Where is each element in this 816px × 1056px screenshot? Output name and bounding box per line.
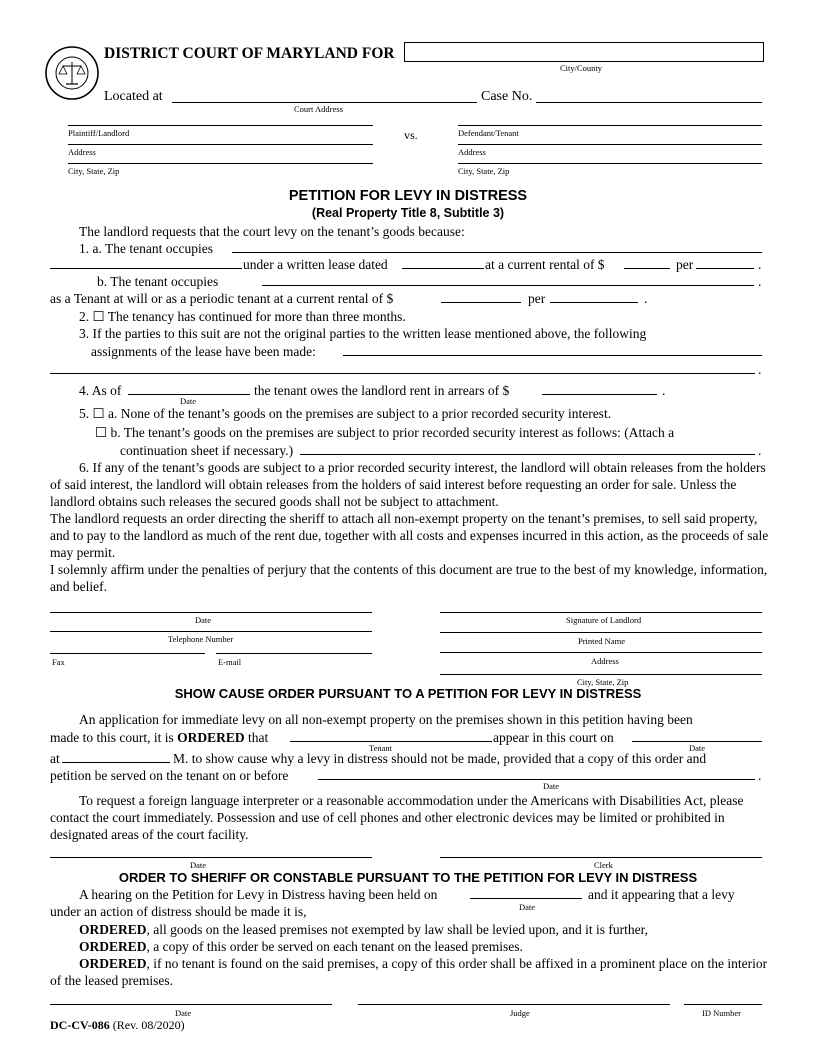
order-title: ORDER TO SHERIFF OR CONSTABLE PURSUANT TO THE PETITION FOR LEVY IN DISTRESS bbox=[118, 870, 698, 885]
ordered-clause-2 bbox=[79, 939, 523, 955]
judge-signature-field[interactable] bbox=[358, 1004, 670, 1005]
city-county-field[interactable] bbox=[404, 42, 764, 62]
ordered-clause-1 bbox=[79, 922, 648, 938]
telephone-field[interactable] bbox=[50, 631, 372, 632]
form-revision: (Rev. 08/2020) bbox=[109, 1018, 185, 1032]
item-1b-label: b. The tenant occupies bbox=[97, 274, 219, 289]
show-cause-line-2 bbox=[50, 730, 268, 746]
lease-date-field[interactable] bbox=[402, 268, 484, 269]
period-dot-2: . bbox=[758, 274, 762, 289]
per-label-2: per bbox=[528, 291, 546, 306]
order-date-label: Date bbox=[175, 1008, 192, 1018]
landlord-request-paragraph: The landlord requests an order directing the sheriff to attach all non-exempt property on the tenant’s premises, to sell said property, and to pay to the landlord as much of the rent due, together with all costs and expenses incurred in this action, as the proceeds of sale may permit. bbox=[50, 511, 769, 560]
show-cause-date-field[interactable] bbox=[50, 857, 372, 858]
item-1a-label: 1. a. The tenant occupies bbox=[79, 241, 213, 256]
item-1b-premises-field[interactable] bbox=[262, 285, 754, 286]
arrears-date-label: Date bbox=[180, 396, 197, 406]
landlord-signature-field[interactable] bbox=[440, 612, 762, 613]
appearance-time-field[interactable] bbox=[62, 762, 170, 763]
id-number-label: ID Number bbox=[702, 1008, 741, 1018]
plaintiff-label: Plaintiff/Landlord bbox=[68, 128, 130, 138]
show-cause-line-2c: that bbox=[244, 730, 269, 745]
ordered-bold-2: ORDERED bbox=[79, 939, 147, 954]
judge-id-field[interactable] bbox=[684, 1004, 762, 1005]
show-cause-line-2a: made to this court, it is bbox=[50, 730, 178, 745]
plaintiff-city-label: City, State, Zip bbox=[68, 166, 120, 176]
landlord-address-label: Address bbox=[591, 656, 619, 666]
security-interest-field[interactable] bbox=[300, 454, 755, 455]
period-dot-5: . bbox=[662, 383, 666, 398]
tenant-at-will-period-field[interactable] bbox=[550, 302, 638, 303]
item-1a-lease-label: under a written lease dated bbox=[243, 257, 388, 272]
show-cause-line-4: petition be served on the tenant on or before bbox=[50, 768, 289, 783]
ordered-text-3: , if no tenant is found on the said premises, a copy of this order shall be affixed in a prominent place on the interior of the leased premises. bbox=[50, 956, 768, 988]
per-label-1: per bbox=[676, 257, 694, 272]
fax-label: Fax bbox=[52, 657, 65, 667]
case-no-field[interactable] bbox=[536, 102, 762, 103]
item-5b-line-2: continuation sheet if necessary.) bbox=[120, 443, 294, 458]
period-dot-3: . bbox=[644, 291, 648, 306]
defendant-label: Defendant/Tenant bbox=[458, 128, 519, 138]
petition-intro: The landlord requests that the court levy on the tenant’s goods because: bbox=[79, 224, 465, 239]
clerk-signature-field[interactable] bbox=[440, 857, 762, 858]
period-dot-6: . bbox=[758, 443, 762, 458]
located-at-label: Located at bbox=[104, 89, 163, 104]
defendant-address-field[interactable] bbox=[458, 144, 762, 145]
ordered-bold: ORDERED bbox=[177, 730, 245, 745]
show-cause-date-label: Date bbox=[190, 860, 207, 870]
period-dot-4: . bbox=[758, 362, 762, 377]
case-no-label: Case No. bbox=[481, 89, 533, 104]
clerk-label: Clerk bbox=[594, 860, 613, 870]
defendant-field[interactable] bbox=[458, 125, 762, 126]
item-3-line-1: 3. If the parties to this suit are not the original parties to the written lease mentioned above, the following bbox=[79, 326, 647, 341]
rental-amount-field[interactable] bbox=[624, 268, 670, 269]
signature-label: Signature of Landlord bbox=[566, 615, 642, 625]
petition-date-field[interactable] bbox=[50, 612, 372, 613]
item-4-rest: the tenant owes the landlord rent in arrears of $ bbox=[254, 383, 510, 398]
printed-name-field[interactable] bbox=[440, 632, 762, 633]
arrears-amount-field[interactable] bbox=[542, 394, 657, 395]
item-1b-continuation: as a Tenant at will or as a periodic tenant at a current rental of $ bbox=[50, 291, 394, 306]
court-title: DISTRICT COURT OF MARYLAND FOR bbox=[104, 45, 395, 62]
ordered-bold-1: ORDERED bbox=[79, 922, 147, 937]
item-2-checkbox-label[interactable]: 2. ☐ The tenancy has continued for more than three months. bbox=[79, 309, 406, 324]
arrears-date-field[interactable] bbox=[128, 394, 250, 395]
fax-field[interactable] bbox=[50, 653, 205, 654]
service-date-field[interactable] bbox=[318, 779, 755, 780]
appearance-date-field[interactable] bbox=[632, 741, 762, 742]
assignments-field-2[interactable] bbox=[50, 373, 755, 374]
judge-label: Judge bbox=[510, 1008, 530, 1018]
interpreter-paragraph: To request a foreign language interpreter or a reasonable accommodation under the Americans with Disabilities Act, please contact the court immediately. Possession and use of cell phones and other electronic devices may be limited or prohibited in designated areas of the court facility. bbox=[50, 793, 744, 842]
form-id-footer bbox=[50, 1017, 185, 1033]
appearance-date-label: Date bbox=[689, 743, 706, 753]
petition-date-label: Date bbox=[195, 615, 212, 625]
tenant-name-field[interactable] bbox=[290, 741, 492, 742]
at-label: at bbox=[50, 751, 60, 766]
period-dot-7: . bbox=[758, 768, 762, 783]
telephone-label: Telephone Number bbox=[168, 634, 234, 644]
ordered-text-1: , all goods on the leased premises not exempted by law shall be levied upon, and it is further, bbox=[146, 922, 648, 937]
defendant-city-field[interactable] bbox=[458, 163, 762, 164]
city-county-label: City/County bbox=[560, 63, 603, 73]
item-5b-checkbox-label[interactable]: ☐ b. The tenant’s goods on the premises are subject to prior recorded security interest as follows: (Attach a bbox=[95, 425, 675, 440]
show-cause-title: SHOW CAUSE ORDER PURSUANT TO A PETITION FOR LEVY IN DISTRESS bbox=[174, 686, 642, 701]
petition-title: PETITION FOR LEVY IN DISTRESS bbox=[288, 188, 528, 204]
court-address-label: Court Address bbox=[294, 104, 343, 114]
item-6-paragraph: 6. If any of the tenant’s goods are subject to a prior recorded security interest, the landlord will obtain releases from the holders of said interest, the landlord will obtain releases from the holders of said interest before requesting an order for sale. Unless the landlord obtains such releases the secured goods shall not be subject to attachment. bbox=[50, 460, 766, 509]
affirmation-paragraph: I solemnly affirm under the penalties of perjury that the contents of this document are true to the best of my knowledge, information, and belief. bbox=[50, 562, 768, 594]
court-address-field[interactable] bbox=[172, 102, 477, 103]
tenant-at-will-rental-field[interactable] bbox=[441, 302, 521, 303]
show-cause-line-3: M. to show cause why a levy in distress should not be made, provided that a copy of this order and bbox=[173, 751, 707, 766]
item-1a-premises-field[interactable] bbox=[232, 252, 762, 253]
landlord-city-label: City, State, Zip bbox=[577, 677, 629, 687]
defendant-address-label: Address bbox=[458, 147, 486, 157]
item-4-as-of: 4. As of bbox=[79, 383, 122, 398]
ordered-bold-3: ORDERED bbox=[79, 956, 147, 971]
service-date-label: Date bbox=[543, 781, 560, 791]
appear-label: appear in this court on bbox=[493, 730, 614, 745]
plaintiff-city-field[interactable] bbox=[68, 163, 373, 164]
order-date-field[interactable] bbox=[50, 1004, 332, 1005]
email-label: E-mail bbox=[218, 657, 242, 667]
court-seal bbox=[44, 40, 100, 106]
vs-label: vs. bbox=[404, 128, 418, 142]
period-dot-1: . bbox=[758, 257, 762, 272]
ordered-text-2: , a copy of this order be served on each tenant on the leased premises. bbox=[146, 939, 523, 954]
item-3-line-2: assignments of the lease have been made: bbox=[91, 344, 316, 359]
hearing-date-field[interactable] bbox=[470, 898, 582, 899]
tenant-label: Tenant bbox=[369, 743, 393, 753]
hearing-date-label: Date bbox=[519, 902, 536, 912]
order-line-2: under an action of distress should be made it is, bbox=[50, 904, 307, 919]
landlord-city-field[interactable] bbox=[440, 674, 762, 675]
printed-name-label: Printed Name bbox=[578, 636, 625, 646]
ordered-clause-3 bbox=[50, 955, 772, 989]
defendant-city-label: City, State, Zip bbox=[458, 166, 510, 176]
item-1a-premises-field-2[interactable] bbox=[50, 268, 242, 269]
petition-subtitle: (Real Property Title 8, Subtitle 3) bbox=[311, 206, 505, 220]
plaintiff-field[interactable] bbox=[68, 125, 373, 126]
order-line-1a: A hearing on the Petition for Levy in Distress having been held on bbox=[79, 887, 438, 902]
assignments-field-1[interactable] bbox=[343, 355, 762, 356]
plaintiff-address-label: Address bbox=[68, 147, 96, 157]
show-cause-line-1: An application for immediate levy on all non-exempt property on the premises shown in this petition having been bbox=[79, 712, 693, 727]
item-5a-checkbox-label[interactable]: 5. ☐ a. None of the tenant’s goods on the premises are subject to a prior recorded security interest. bbox=[79, 406, 612, 421]
plaintiff-address-field[interactable] bbox=[68, 144, 373, 145]
order-line-1b: and it appearing that a levy bbox=[588, 887, 735, 902]
landlord-address-field[interactable] bbox=[440, 652, 762, 653]
email-field[interactable] bbox=[216, 653, 372, 654]
rental-period-field[interactable] bbox=[696, 268, 754, 269]
form-id: DC-CV-086 bbox=[50, 1018, 110, 1032]
item-1a-rental-label: at a current rental of $ bbox=[485, 257, 605, 272]
